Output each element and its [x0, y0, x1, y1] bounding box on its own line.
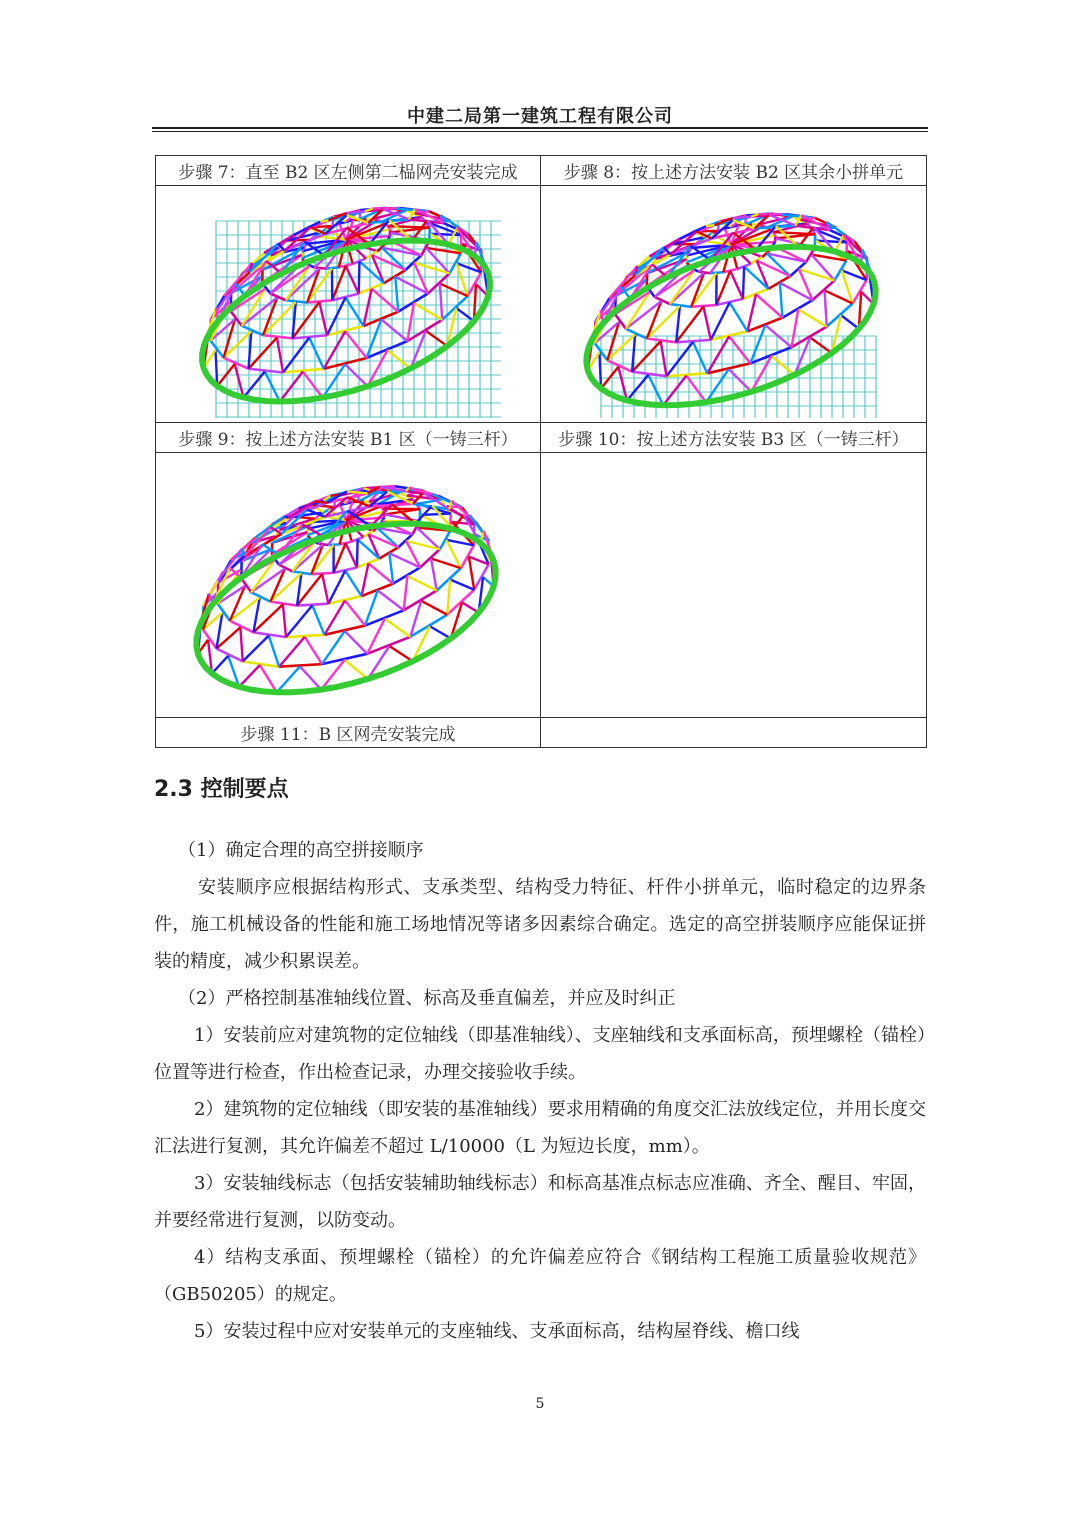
lattice-member: [790, 262, 806, 276]
lattice-member: [362, 563, 369, 596]
lattice-member: [626, 329, 647, 339]
lattice-member: [327, 326, 363, 335]
lattice-member: [345, 631, 367, 654]
lattice-member: [243, 636, 269, 662]
lattice-member: [305, 637, 322, 664]
step-7-caption: 步骤 7：直至 B2 区左侧第二榀网壳安装完成: [156, 156, 541, 186]
lattice-member: [387, 350, 410, 368]
lattice-member: [730, 302, 748, 331]
lattice-member: [320, 220, 328, 221]
lattice-member: [647, 306, 680, 338]
lattice-member: [389, 646, 412, 661]
lattice-member: [703, 306, 710, 339]
lattice-member: [346, 543, 357, 567]
lattice-member: [743, 267, 744, 299]
step-8-dome-image: [541, 186, 927, 422]
lattice-member: [407, 303, 413, 341]
lattice-member: [368, 563, 393, 583]
header-rule-thin: [152, 131, 928, 132]
lattice-member: [328, 571, 345, 604]
lattice-member: [407, 576, 436, 591]
lattice-member: [469, 557, 474, 590]
lattice-member: [661, 341, 667, 376]
header-rule-thick: [152, 127, 928, 129]
lattice-member: [322, 574, 328, 604]
lattice-member: [280, 372, 303, 402]
lattice-member: [364, 488, 370, 490]
lattice-member: [311, 545, 333, 574]
lattice-member: [332, 266, 345, 300]
lattice-member: [270, 573, 301, 601]
lattice-member: [716, 271, 730, 305]
lattice-member: [431, 559, 437, 591]
lattice-member: [780, 283, 783, 318]
lattice-member: [798, 309, 826, 326]
point-2-item-3: 3）安装轴线标志（包括安装辅助轴线标志）和标高基准点标志应准确、齐全、醒目、牢固，并要经常进行复测，以防变动。: [154, 1173, 926, 1231]
lattice-member: [450, 580, 474, 590]
empty-caption-cell: [541, 718, 927, 748]
header-title: 中建二局第一建筑工程有限公司: [407, 106, 673, 127]
lattice-member: [300, 666, 321, 689]
lattice-member: [277, 666, 300, 692]
lattice-member: [771, 356, 794, 375]
body-text: [154, 832, 926, 1350]
point-1-body: 安装顺序应根据结构形式、支承类型、结构受力特征、杆件小拼单元，临时稳定的边界条件，施工机械设备的性能和施工场地情况等诸多因素综合确定。选定的高空拼装顺序应能保证拼装的精度，减少积累误差。: [154, 877, 926, 972]
lattice-member: [314, 501, 327, 502]
step-10-caption: 步骤 10：按上述方法安装 B3 区（一铸三杆）: [541, 423, 927, 453]
step-8-caption: 步骤 8：按上述方法安装 B2 区其余小拼单元: [541, 156, 927, 186]
lattice-member: [240, 627, 242, 661]
lattice-member: [345, 660, 368, 679]
lattice-member: [655, 297, 670, 304]
lattice-member: [265, 372, 280, 402]
lattice-member: [691, 273, 716, 307]
lattice-member: [334, 543, 346, 573]
lattice-member: [729, 369, 752, 391]
point-2-item-5: 5）安装过程中应对安装单元的支座轴线、支承面标高，结构屋脊线、檐口线: [194, 1321, 800, 1342]
lattice-member: [711, 302, 730, 339]
empty-image-cell: [541, 453, 927, 718]
lattice-member: [756, 294, 782, 317]
lattice-member: [270, 293, 285, 300]
step-9-dome-image: [156, 453, 541, 717]
point-2-item-2: 2）建筑物的定位轴线（即安装的基准轴线）要求用精确的角度交汇法放线定位，并用长度交汇法进行复测，其允许偏差不超过 L/10000（L 为短边长度，mm）。: [154, 1099, 926, 1157]
lattice-member: [239, 665, 260, 687]
lattice-member: [706, 225, 715, 226]
lattice-member: [279, 637, 305, 667]
lattice-member: [440, 284, 442, 320]
lattice-member: [359, 261, 360, 293]
lattice-member: [345, 571, 361, 596]
lattice-member: [357, 540, 358, 568]
lattice-member: [312, 605, 324, 634]
lattice-member: [791, 309, 798, 347]
step-7-dome-image: [156, 186, 541, 422]
lattice-member: [345, 601, 365, 626]
steps-table: [155, 155, 927, 748]
lattice-member: [269, 636, 279, 667]
lattice-member: [428, 273, 450, 293]
lattice-member: [212, 656, 228, 674]
step-9-image-cell: [156, 453, 541, 718]
lattice-member: [841, 315, 859, 328]
point-1-heading: （1）确定合理的高空拼接顺序: [178, 840, 424, 861]
step-9-caption: 步骤 9：按上述方法安装 B1 区（一铸三杆）: [156, 423, 541, 453]
lattice-member: [395, 277, 398, 312]
lattice-member: [404, 576, 408, 610]
lattice-member: [825, 290, 827, 326]
lattice-member: [420, 549, 440, 567]
lattice-member: [260, 665, 277, 692]
lattice-member: [732, 217, 751, 218]
lattice-member: [447, 580, 450, 615]
lattice-member: [218, 604, 230, 621]
lattice-member: [327, 297, 345, 335]
lattice-member: [430, 626, 451, 638]
lattice-member: [283, 338, 309, 373]
lattice-member: [385, 619, 411, 637]
lattice-member: [421, 601, 447, 615]
point-2-heading: （2）严格控制基准轴线位置、标高及垂直偏差，并应及时纠正: [178, 988, 676, 1009]
point-2-item-1: 1）安装前应对建筑物的定位轴线（即基准轴线）、支座轴线和支承面标高，预埋螺栓（锚栓）位置等进行检查，作出检查记录，办理交接验收手续。: [154, 1025, 926, 1083]
lattice-member: [309, 338, 323, 369]
lattice-member: [286, 605, 312, 637]
lattice-member: [251, 592, 270, 601]
lattice-member: [747, 294, 756, 331]
lattice-member: [730, 271, 743, 299]
lattice-member: [249, 338, 277, 369]
step-7-image-cell: [156, 186, 541, 423]
lattice-member: [632, 334, 635, 371]
step-8-image-cell: [541, 186, 927, 423]
lattice-member: [307, 268, 332, 302]
step-11-caption: 步骤 11：B 区网壳安装完成: [156, 718, 541, 748]
point-2-item-4: 4）结构支承面、预埋螺栓（锚栓）的允许偏差应符合《钢结构工程施工质量验收规范》（GB50205）的规定。: [154, 1247, 926, 1305]
lattice-member: [283, 604, 286, 637]
lattice-member: [812, 280, 834, 300]
lattice-member: [599, 352, 601, 388]
section-heading: 2.3 控制要点: [154, 777, 289, 802]
lattice-member: [378, 590, 404, 610]
page-number: 5: [535, 1396, 545, 1412]
lattice-member: [389, 553, 393, 583]
lattice-member: [372, 289, 399, 312]
